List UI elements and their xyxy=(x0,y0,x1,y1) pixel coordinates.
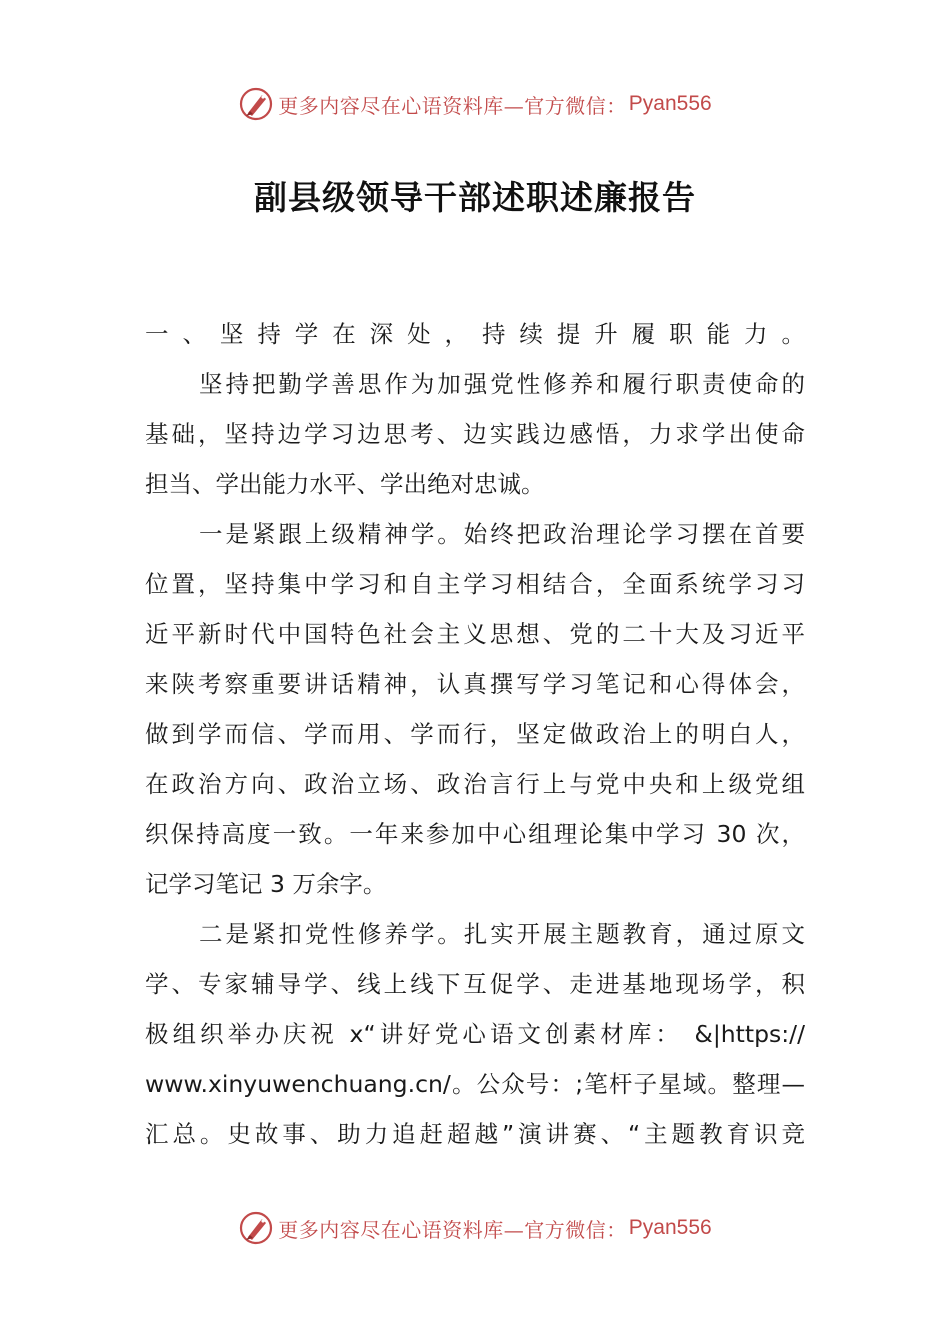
paragraph-line: 来陕考察重要讲话精神，认真撰写学习笔记和心得体会， xyxy=(145,670,805,698)
pen-nib-circle-logo-icon xyxy=(238,1210,274,1246)
watermark-text: 更多内容尽在心语资料库—官方微信： xyxy=(278,93,627,118)
paragraph-line: 担当、学出能力水平、学出绝对忠诚。 xyxy=(145,470,545,498)
paragraph-line: 基础，坚持边学习边思考、边实践边感悟，力求学出使命 xyxy=(145,420,805,448)
paragraph-line: 坚持把勤学善思作为加强党性修养和履行职责使命的 xyxy=(199,370,805,398)
watermark-handle: Pyan556 xyxy=(628,92,712,115)
paragraph-line: 一是紧跟上级精神学。始终把政治理论学习摆在首要 xyxy=(199,520,805,548)
section-heading: 一、坚持学在深处，持续提升履职能力。 xyxy=(145,320,805,348)
document-body xyxy=(145,309,805,1159)
pen-nib-circle-logo-icon xyxy=(238,86,274,122)
paragraph-line: 学、专家辅导学、线上线下互促学、走进基地现场学，积 xyxy=(145,970,805,998)
paragraph-line: 记学习笔记 3 万余字。 xyxy=(145,870,387,898)
watermark-footer xyxy=(0,1208,950,1248)
watermark-text: 更多内容尽在心语资料库—官方微信： xyxy=(278,1217,627,1242)
paragraph-line: 极组织举办庆祝 x“讲好党心语文创素材库： &|https:// xyxy=(145,1020,805,1048)
paragraph-line: 位置，坚持集中学习和自主学习相结合，全面系统学习习 xyxy=(145,570,805,598)
paragraph-line: 织保持高度一致。一年来参加中心组理论集中学习 30 次， xyxy=(145,820,805,848)
paragraph-line: 近平新时代中国特色社会主义思想、党的二十大及习近平 xyxy=(145,620,805,648)
paragraph-line: 在政治方向、政治立场、政治言行上与党中央和上级党组 xyxy=(145,770,805,798)
watermark-header xyxy=(0,84,950,124)
watermark-handle: Pyan556 xyxy=(628,1216,712,1239)
page-title: 副县级领导干部述职述廉报告 xyxy=(254,178,696,217)
paragraph-line: 做到学而信、学而用、学而行，坚定做政治上的明白人， xyxy=(145,720,805,748)
paragraph-line: 汇总。史故事、助力追赶超越”演讲赛、“主题教育识竞 xyxy=(145,1120,805,1148)
paragraph-line: 二是紧扣党性修养学。扎实开展主题教育，通过原文 xyxy=(199,920,805,948)
paragraph-line: www.xinyuwenchuang.cn/。公众号：;笔杆子星域。整理— xyxy=(145,1070,805,1098)
